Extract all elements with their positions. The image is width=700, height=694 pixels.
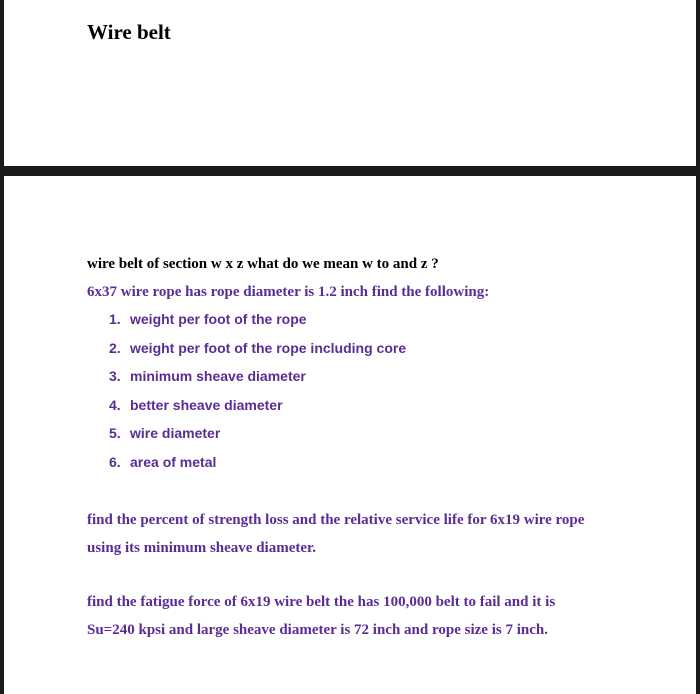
question-strength-loss bbox=[87, 506, 647, 562]
document-title: Wire belt bbox=[87, 20, 171, 44]
document-page-2 bbox=[0, 176, 700, 694]
list-item-text: weight per foot of the rope bbox=[130, 311, 307, 327]
paragraph-line: find the fatigue force of 6x19 wire belt the has 100,000 belt to fail and it is bbox=[87, 594, 556, 610]
list-item bbox=[109, 367, 406, 396]
list-item-number: 4. bbox=[109, 396, 121, 413]
question-wire-belt-section: wire belt of section w x z what do we mean w to and z ? bbox=[87, 256, 439, 272]
list-item-text: wire diameter bbox=[130, 425, 221, 442]
paragraph-line: using its minimum sheave diameter. bbox=[87, 540, 317, 556]
page-separator bbox=[0, 166, 700, 176]
list-item-text: minimum sheave diameter bbox=[130, 368, 306, 385]
list-item-text: better sheave diameter bbox=[130, 396, 283, 413]
list-item bbox=[109, 424, 406, 453]
paragraph-line: find the percent of strength loss and the relative service life for 6x19 wire rope bbox=[87, 512, 585, 528]
list-item-number: 3. bbox=[109, 368, 121, 385]
document-page-1 bbox=[0, 0, 700, 166]
question-items-list bbox=[109, 310, 406, 482]
list-item-number: 5. bbox=[109, 425, 121, 442]
list-item-number: 6. bbox=[109, 453, 121, 470]
list-item bbox=[109, 310, 406, 339]
list-item bbox=[109, 396, 406, 425]
list-item-number: 2. bbox=[109, 339, 121, 356]
question-fatigue-force bbox=[87, 588, 647, 644]
question-wire-rope-diameter: 6x37 wire rope has rope diameter is 1.2 inch find the following: bbox=[87, 284, 490, 300]
paragraph-line: Su=240 kpsi and large sheave diameter is 72 inch and rope size is 7 inch. bbox=[87, 622, 548, 638]
list-item bbox=[109, 339, 406, 368]
list-item bbox=[109, 453, 406, 482]
list-item-text: weight per foot of the rope including core bbox=[130, 339, 407, 356]
list-item-number: 1. bbox=[109, 311, 121, 327]
list-item-text: area of metal bbox=[130, 453, 217, 470]
